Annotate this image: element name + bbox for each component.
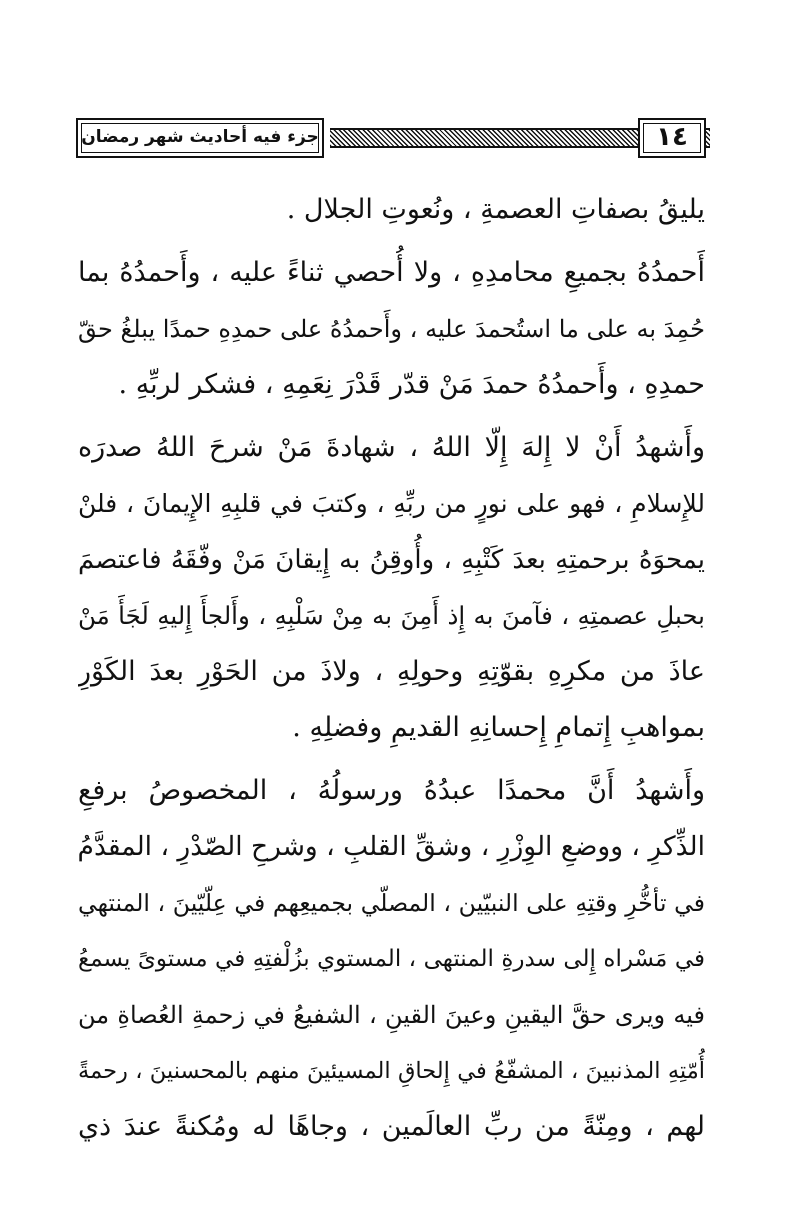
text-line: بحبلِ عصمتِهِ ، فآمنَ به إِذ أَمِنَ به مِنْ سَلْبِهِ ، وأَلجأَ إِليهِ لَجَأَ مَنْ bbox=[78, 601, 705, 630]
text-line: حُمِدَ به على ما استُحمدَ عليه ، وأَحمدُهُ على حمدِهِ حمدًا يبلغُ حقّ bbox=[78, 315, 705, 343]
page-number: ١٤ bbox=[656, 122, 688, 152]
text-line: أُمّتِهِ المذنبينَ ، المشفّعُ في إِلحاقِ المسيئينَ منهم بالمحسنينَ ، رحمةً bbox=[78, 1058, 705, 1084]
text-line: في مَسْراه إِلى سدرةِ المنتهى ، المستوي بزُلْفتِهِ في مستوىً يسمعُ bbox=[78, 946, 705, 972]
text-line: يليقُ بصفاتِ العصمةِ ، ونُعوتِ الجلال . bbox=[286, 194, 705, 225]
page-header bbox=[76, 118, 706, 158]
text-line: لهم ، ومِنّةً من ربِّ العالَمين ، وجاهًا له ومُكنةً عندَ ذي bbox=[78, 1111, 705, 1142]
text-line: وأَشهدُ أَنْ لا إِلهَ إِلّا اللهُ ، شهادةَ مَنْ شرحَ اللهُ صدرَه bbox=[78, 432, 705, 463]
text-line: يمحوَهُ برحمتِهِ بعدَ كَتْبِهِ ، وأُوقِنُ به إِيقانَ مَنْ وفّقَهُ فاعتصمَ bbox=[78, 545, 705, 575]
body-text bbox=[78, 182, 705, 1155]
running-title: جزء فيه أحاديث شهر رمضان bbox=[81, 127, 319, 147]
text-line: الذِّكرِ ، ووضعِ الوِزْرِ ، وشقِّ القلبِ ، وشرحِ الصّدْرِ ، المقدَّمُ bbox=[78, 831, 705, 862]
text-line: فيه ويرى حقَّ اليقينِ وعينَ القينِ ، الشفيعُ في زحمةِ العُصاةِ من bbox=[78, 1001, 705, 1029]
text-line: وأَشهدُ أَنَّ محمدًا عبدُهُ ورسولُهُ ، المخصوصُ برفعِ bbox=[78, 775, 705, 806]
text-line: حمدِهِ ، وأَحمدُهُ حمدَ مَنْ قدّر قَدْرَ نِعَمِهِ ، فشكر لربِّهِ . bbox=[118, 369, 705, 400]
text-line: بمواهبِ إِتمامِ إِحسانِهِ القديمِ وفضلِهِ . bbox=[292, 712, 705, 743]
page-number-box bbox=[638, 118, 706, 158]
text-line: أَحمدُهُ بجميعِ محامدِهِ ، ولا أُحصي ثناءً عليه ، وأَحمدُهُ بما bbox=[78, 257, 705, 288]
text-line: عاذَ من مكرِهِ بقوّتِهِ وحولِهِ ، ولاذَ من الحَوْرِ بعدَ الكَوْرِ bbox=[78, 656, 705, 687]
running-title-box bbox=[76, 118, 324, 158]
text-line: للإِسلامِ ، فهو على نورٍ من ربِّهِ ، وكتبَ في قلبِهِ الإِيمانَ ، فلنْ bbox=[78, 489, 705, 518]
text-line: في تأخُّرِ وقتِهِ على النبيّين ، المصلّي بجميعِهم في عِلّيّينَ ، المنتهي bbox=[78, 889, 705, 917]
